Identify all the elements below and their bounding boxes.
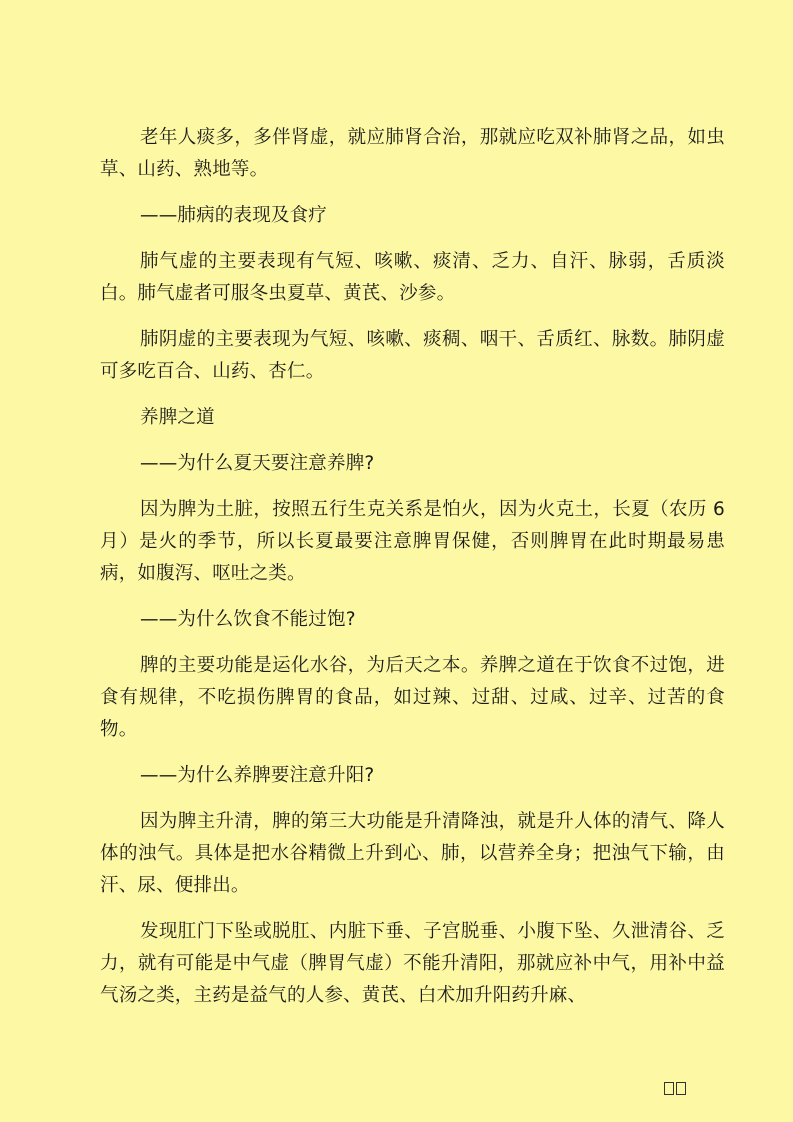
section-subheading: ——为什么饮食不能过饱? <box>140 609 356 630</box>
paragraph: 因为脾主升清，脾的第三大功能是升清降浊，就是升人体的清气、降人体的浊气。具体是把水谷精微上升到心、肺，以营养全身；把浊气下输，由汗、尿、便排出。 <box>100 811 725 896</box>
missing-glyph-icon <box>664 1082 674 1095</box>
section-subheading: ——为什么夏天要注意养脾? <box>140 453 375 474</box>
missing-glyph-icon <box>676 1082 686 1095</box>
page-number <box>664 1080 688 1096</box>
section-subheading: ——为什么养脾要注意升阳? <box>140 765 375 786</box>
paragraph: 肺气虚的主要表现有气短、咳嗽、痰清、乏力、自汗、脉弱，舌质淡白。肺气虚者可服冬虫夏草、黄芪、沙参。 <box>100 251 725 304</box>
paragraph: 老年人痰多，多伴肾虚，就应肺肾合治，那就应吃双补肺肾之品，如虫草、山药、熟地等。 <box>100 127 725 180</box>
section-heading: 养脾之道 <box>140 407 215 428</box>
paragraph: 脾的主要功能是运化水谷，为后天之本。养脾之道在于饮食不过饱，进食有规律，不吃损伤脾胃的食品，如过辣、过甜、过咸、过辛、过苦的食物。 <box>100 655 725 740</box>
paragraph: 因为脾为土脏，按照五行生克关系是怕火，因为火克土，长夏（农历 6 月）是火的季节，所以长夏最要注意脾胃保健，否则脾胃在此时期最易患病，如腹泻、呕吐之类。 <box>100 499 725 584</box>
section-subheading: ——肺病的表现及食疗 <box>140 205 328 226</box>
paragraph: 发现肛门下坠或脱肛、内脏下垂、子宫脱垂、小腹下坠、久泄清谷、乏力，就有可能是中气虚（脾胃气虚）不能升清阳，那就应补中气，用补中益气汤之类，主药是益气的人参、黄芪、白术加升阳药升麻、 <box>100 921 725 1006</box>
document-body <box>100 122 725 1026</box>
paragraph: 肺阴虚的主要表现为气短、咳嗽、痰稠、咽干、舌质红、脉数。肺阴虚可多吃百合、山药、杏仁。 <box>100 329 725 382</box>
